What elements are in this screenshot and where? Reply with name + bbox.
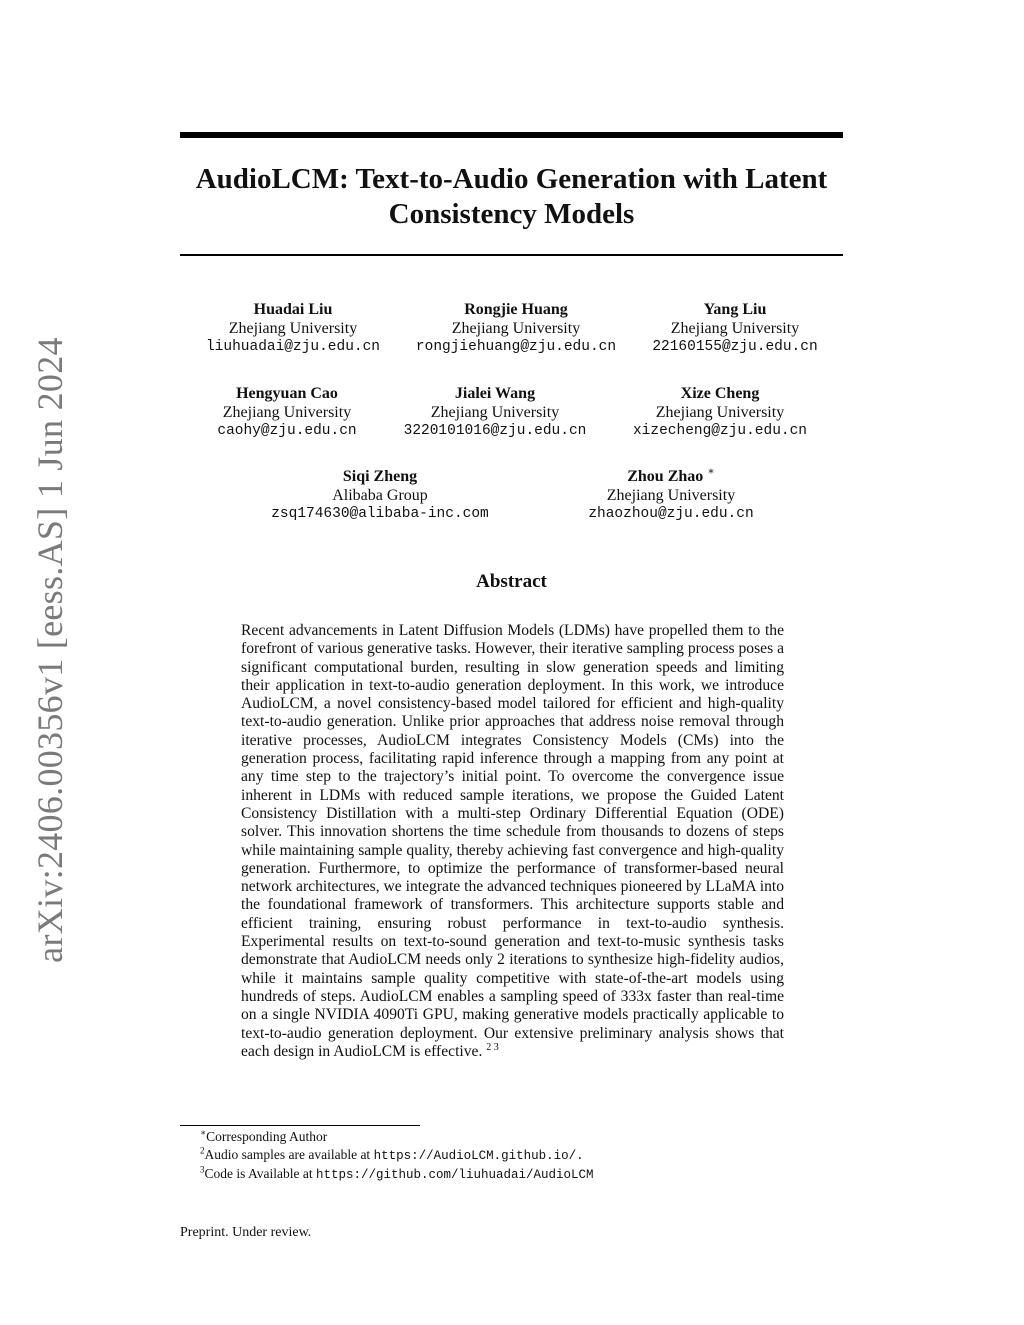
author-block xyxy=(590,385,850,441)
author-affiliation: Zhejiang University xyxy=(655,404,785,421)
paper-title xyxy=(180,162,843,232)
footnote-text: Code is Available at xyxy=(204,1166,316,1181)
title-top-rule xyxy=(180,132,843,138)
title-bottom-rule xyxy=(180,254,843,256)
author-affiliation: Zhejiang University xyxy=(222,404,352,421)
author-block xyxy=(605,301,865,357)
author-affiliation: Zhejiang University xyxy=(430,404,560,421)
author-block xyxy=(365,385,625,441)
footnote-rule xyxy=(180,1125,420,1126)
author-affiliation: Zhejiang University xyxy=(451,320,581,337)
footnotes xyxy=(180,1128,843,1185)
author-email: 22160155@zju.edu.cn xyxy=(652,339,818,355)
author-name: Xize Cheng xyxy=(680,385,760,402)
audio-samples-link[interactable]: https://AudioLCM.github.io/. xyxy=(373,1148,584,1163)
author-name: Hengyuan Cao xyxy=(236,385,338,402)
title-line-2: Consistency Models xyxy=(388,198,635,230)
author-affiliation: Zhejiang University xyxy=(606,487,736,504)
title-line-1: AudioLCM: Text-to-Audio Generation with Latent xyxy=(195,163,828,195)
footnote-mark: ∗ xyxy=(200,1127,207,1138)
author-email: 3220101016@zju.edu.cn xyxy=(403,423,587,439)
footnote-mark: 3 xyxy=(200,1164,205,1175)
author-name: Jialei Wang xyxy=(454,385,536,402)
footnote-mark: 2 xyxy=(200,1145,205,1155)
author-affiliation: Zhejiang University xyxy=(670,320,800,337)
author-email: zsq174630@alibaba-inc.com xyxy=(271,506,489,522)
author-email: liuhuadai@zju.edu.cn xyxy=(205,339,381,355)
author-name: Siqi Zheng xyxy=(342,468,418,485)
author-email: xizecheng@zju.edu.cn xyxy=(632,423,808,439)
arxiv-identifier: arXiv:2406.00356v1 [eess.AS] 1 Jun 2024 xyxy=(30,337,70,963)
author-email: rongjiehuang@zju.edu.cn xyxy=(415,339,617,355)
author-block xyxy=(250,468,510,524)
author-email: zhaozhou@zju.edu.cn xyxy=(588,506,754,522)
footnote-text: Audio samples are available at xyxy=(204,1146,374,1162)
author-email: caohy@zju.edu.cn xyxy=(217,423,357,439)
abstract-heading: Abstract xyxy=(476,571,547,592)
code-repository-link[interactable]: https://github.com/liuhuadai/AudioLCM xyxy=(315,1168,594,1182)
author-block xyxy=(541,465,801,524)
abstract-text xyxy=(241,622,784,1061)
preprint-note: Preprint. Under review. xyxy=(180,1225,312,1240)
footnote xyxy=(180,1128,843,1146)
author-name: Huadai Liu xyxy=(253,301,333,318)
footnote xyxy=(180,1165,843,1185)
footnote-text: Corresponding Author xyxy=(206,1129,328,1144)
footnote xyxy=(180,1146,843,1166)
author-block xyxy=(163,301,423,357)
author-name: Yang Liu xyxy=(703,301,767,318)
author-affiliation: Alibaba Group xyxy=(332,487,428,504)
corresponding-author-mark: ∗ xyxy=(707,465,715,478)
author-affiliation: Zhejiang University xyxy=(228,320,358,337)
abstract-footnote-refs: 2 3 xyxy=(486,1041,499,1053)
author-name: Rongjie Huang xyxy=(464,301,568,318)
author-name-text: Zhou Zhao xyxy=(627,468,704,485)
abstract-body-text: Recent advancements in Latent Diffusion Models (LDMs) have propelled them to the forefront of various generative tasks. However, their iterative sampling process poses a significant computational burden, resulting in slow generation speeds and limiting their application in text-to-audio generation deployment. In this work, we introduce AudioLCM, a novel consistency-based model tailored for efficient and high-quality text-to-audio generation. Unlike prior approaches that address noise removal through iterative processes, AudioLCM integrates Consistency Models (CMs) into the generation process, facilitating rapid inference through a mapping from any point at any time step to the trajectory’s initial point. To overcome the convergence issue inherent in LDMs with reduced sample iterations, we propose the Guided Latent Consistency Distillation with a multi-step Ordinary Differential Equation (ODE) solver. This innovation shortens the time schedule from thousands to dozens of steps while maintaining sample quality, thereby achieving fast convergence and high-quality generation. Furthermore, to optimize the performance of transformer-based neural network architectures, we integrate the advanced techniques pioneered by LLaMA into the foundational framework of transformers. This architecture supports stable and efficient training, ensuring robust performance in text-to-audio synthesis. Experimental results on text-to-sound generation and text-to-music synthesis tasks demonstrate that AudioLCM needs only 2 iterations to synthesize high-fidelity audios, while it maintains sample quality competitive with state-of-the-art models using hundreds of steps. AudioLCM enables a sampling speed of 333x faster than real-time on a single NVIDIA 4090Ti GPU, making generative models practically applicable to text-to-audio generation deployment. Our extensive preliminary analysis shows that each design in AudioLCM is effective. xyxy=(241,622,784,1060)
author-name xyxy=(541,465,801,486)
